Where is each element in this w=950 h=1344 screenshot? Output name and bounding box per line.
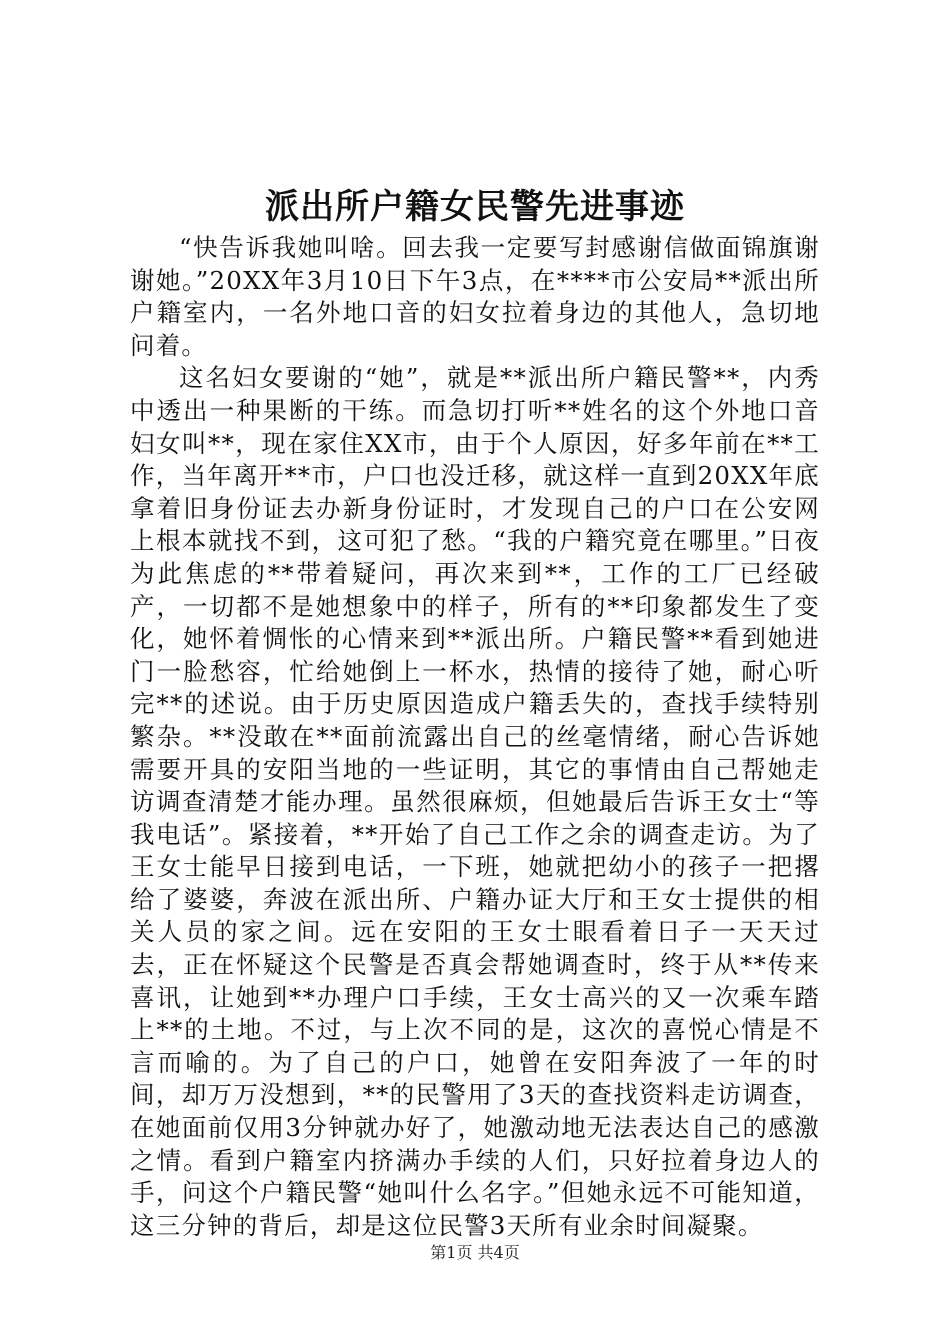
paragraph-1: “快告诉我她叫啥。回去我一定要写封感谢信做面锦旗谢谢她。”20XX年3月10日下午3点，在****市公安局**派出所户籍室内，一名外地口音的妇女拉着身边的其他人，急切地问着。 [130, 233, 820, 360]
document-title: 派出所户籍女民警先进事迹 [265, 187, 685, 227]
page-number-footer: 第1页 共4页 [430, 1243, 520, 1262]
document-body [130, 232, 820, 1242]
paragraph-2: 这名妇女要谢的“她”，就是**派出所户籍民警**，内秀中透出一种果断的干练。而急切打听**姓名的这个外地口音妇女叫**，现在家住XX市，由于个人原因，好多年前在**工作，当年离开**市，户口也没迁移，就这样一直到20XX年底拿着旧身份证去办新身份证时，才发现自己的户口在公安网上根本就找不到，这可犯了愁。“我的户籍究竟在哪里。”日夜为此焦虑的**带着疑问，再次来到**，工作的工厂已经破产，一切都不是她想象中的样子，所有的**印象都发生了变化，她怀着惆怅的心情来到**派出所。户籍民警**看到她进门一脸愁容，忙给她倒上一杯水，热情的接待了她，耐心听完**的述说。由于历史原因造成户籍丢失的，查找手续特别繁杂。**没敢在**面前流露出自己的丝毫情绪，耐心告诉她需要开具的安阳当地的一些证明，其它的事情由自己帮她走访调查清楚才能办理。虽然很麻烦，但她最后告诉王女士“等我电话”。紧接着，**开始了自己工作之余的调查走访。为了王女士能早日接到电话，一下班，她就把幼小的孩子一把撂给了婆婆，奔波在派出所、户籍办证大厅和王女士提供的相关人员的家之间。远在安阳的王女士眼看着日子一天天过去，正在怀疑这个民警是否真会帮她调查时，终于从**传来喜讯，让她到**办理户口手续，王女士高兴的又一次乘车踏上**的土地。不过，与上次不同的是，这次的喜悦心情是不言而喻的。为了自己的户口，她曾在安阳奔波了一年的时间，却万万没想到，**的民警用了3天的查找资料走访调查，在她面前仅用3分钟就办好了，她激动地无法表达自己的感激之情。看到户籍室内挤满办手续的人们，只好拉着身边人的手，问这个户籍民警“她叫什么名字。”但她永远不可能知道，这三分钟的背后，却是这位民警3天所有业余时间凝聚。 [130, 363, 820, 1240]
